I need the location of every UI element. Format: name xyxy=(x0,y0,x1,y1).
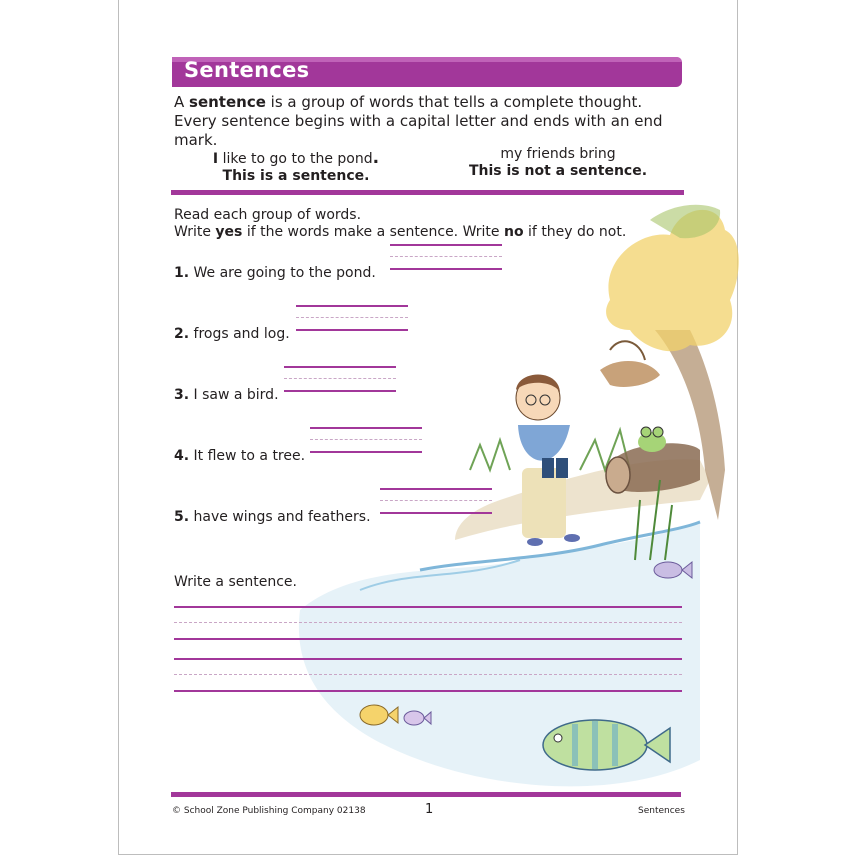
section-divider xyxy=(171,190,684,195)
answer-line-5[interactable] xyxy=(380,488,492,514)
answer-line-1[interactable] xyxy=(390,244,502,270)
intro-paragraph: A sentence is a group of words that tells a complete thought. Every sentence begins with a capital letter and ends with an end mark. xyxy=(174,93,663,149)
question-4: 4. It flew to a tree. xyxy=(174,448,306,464)
example-sentence: I like to go to the pond. This is a sentence. xyxy=(196,150,396,185)
copyright-text: © School Zone Publishing Company 02138 xyxy=(172,806,366,816)
footer-divider xyxy=(171,792,681,797)
answer-line-4[interactable] xyxy=(310,427,422,453)
sentence-writing-line-2[interactable] xyxy=(174,658,682,692)
page-title: Sentences xyxy=(184,58,310,82)
question-3: 3. I saw a bird. xyxy=(174,387,279,403)
example-label: This is a sentence. xyxy=(222,168,370,184)
intro-keyword: sentence xyxy=(189,93,266,111)
question-2: 2. frogs and log. xyxy=(174,326,290,342)
sentence-writing-line-1[interactable] xyxy=(174,606,682,640)
example-label: This is not a sentence. xyxy=(468,163,648,179)
answer-line-2[interactable] xyxy=(296,305,408,331)
question-1: 1. We are going to the pond. xyxy=(174,265,376,281)
example-non-sentence: my friends bring This is not a sentence. xyxy=(458,146,658,180)
write-sentence-prompt: Write a sentence. xyxy=(174,574,297,590)
directions: Read each group of words. Write yes if the words make a sentence. Write no if they do not. xyxy=(174,207,627,240)
page-number: 1 xyxy=(425,802,434,817)
section-name: Sentences xyxy=(638,806,685,816)
question-5: 5. have wings and feathers. xyxy=(174,509,371,525)
answer-line-3[interactable] xyxy=(284,366,396,392)
